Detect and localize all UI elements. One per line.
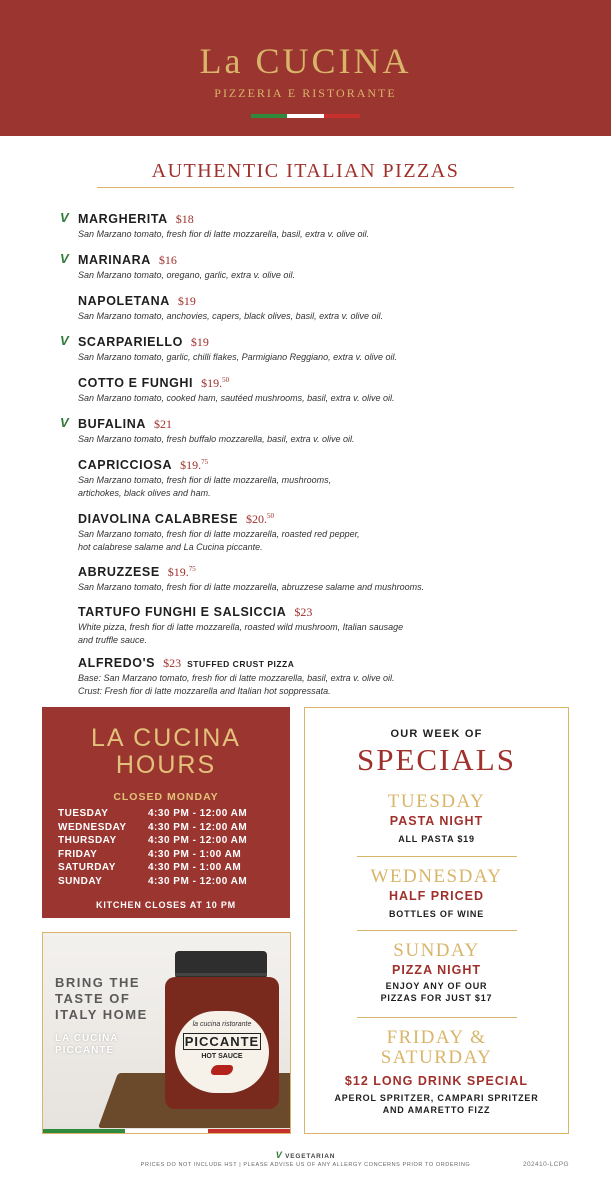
vegetarian-icon: V bbox=[60, 251, 69, 266]
pizza-price bbox=[154, 417, 172, 431]
price-cents: 75 bbox=[201, 458, 209, 466]
hours-day: WEDNESDAY bbox=[58, 821, 127, 833]
vegetarian-legend-label: VEGETARIAN bbox=[285, 1153, 336, 1160]
pizza-price bbox=[178, 294, 196, 308]
pizza-name: TARTUFO FUNGHI E SALSICCIA bbox=[78, 605, 287, 619]
special-description: APEROL SPRITZER, CAMPARI SPRITZER bbox=[334, 1093, 539, 1103]
vegetarian-icon: V bbox=[60, 210, 69, 225]
special-description: ENJOY ANY OF OUR bbox=[385, 981, 488, 991]
special-item bbox=[305, 792, 568, 845]
pizza-name: DIAVOLINA CALABRESE bbox=[78, 512, 239, 526]
pizza-item bbox=[60, 415, 354, 446]
hours-time: 4:30 PM - 12:00 AM bbox=[148, 835, 248, 846]
pizza-price bbox=[191, 335, 209, 349]
pizza-item bbox=[60, 333, 397, 364]
special-divider bbox=[357, 930, 517, 931]
closed-day-notice: CLOSED MONDAY bbox=[113, 791, 219, 803]
price-cents: 50 bbox=[267, 512, 275, 520]
price-main: $20. bbox=[246, 512, 268, 526]
pizza-name: COTTO E FUNGHI bbox=[78, 376, 194, 390]
italian-flag-stripe bbox=[43, 1129, 290, 1133]
special-name: $12 LONG DRINK SPECIAL bbox=[344, 1074, 529, 1088]
pizza-description: San Marzano tomato, anchovies, capers, black olives, basil, extra v. olive oil. bbox=[78, 311, 383, 321]
footer-print-code: 202410-LCPG bbox=[523, 1161, 569, 1168]
vegetarian-icon: V bbox=[60, 415, 69, 430]
jar-lid-rim bbox=[175, 973, 267, 976]
pizza-description: San Marzano tomato, fresh fior di latte mozzarella, abruzzese salame and mushrooms. bbox=[78, 582, 425, 592]
price-main: $19. bbox=[201, 376, 223, 390]
kitchen-close-notice: KITCHEN CLOSES AT 10 PM bbox=[96, 900, 236, 910]
hours-time: 4:30 PM - 12:00 AM bbox=[148, 821, 248, 833]
vegetarian-icon: V bbox=[60, 333, 69, 348]
pizza-price bbox=[246, 512, 274, 526]
hours-day: FRIDAY bbox=[58, 848, 98, 860]
pizza-name: SCARPARIELLO bbox=[78, 335, 183, 349]
pizza-name: MARGHERITA bbox=[78, 212, 168, 226]
pizza-item bbox=[60, 563, 424, 594]
price-main: $19 bbox=[190, 335, 209, 349]
hours-title-line1: LA CUCINA bbox=[91, 724, 241, 752]
jar-label-brand: la cucina ristorante bbox=[192, 1021, 252, 1028]
footer-disclaimer: PRICES DO NOT INCLUDE HST | PLEASE ADVISE US OF ANY ALLERGY CONCERNS PRIOR TO ORDERING bbox=[140, 1162, 471, 1168]
price-cents: 50 bbox=[222, 376, 230, 384]
pizza-description-cont: hot calabrese salame and La Cucina piccante. bbox=[78, 541, 263, 552]
special-day: TUESDAY bbox=[387, 791, 486, 812]
price-main: $18 bbox=[175, 212, 194, 226]
pizza-price bbox=[176, 212, 194, 226]
hours-time: 4:30 PM - 1:00 AM bbox=[148, 848, 242, 860]
special-day-cont: SATURDAY bbox=[380, 1047, 493, 1068]
flag-white bbox=[287, 114, 323, 118]
chili-pepper-icon bbox=[211, 1065, 233, 1075]
hours-row bbox=[58, 849, 278, 863]
pizza-description: San Marzano tomato, fresh fior di latte mozzarella, basil, extra v. olive oil. bbox=[78, 229, 369, 239]
jar-label-title: PICCANTE bbox=[184, 1034, 260, 1049]
special-item bbox=[305, 941, 568, 1004]
special-description-cont: AND AMARETTO FIZZ bbox=[382, 1105, 491, 1115]
hours-time: 4:30 PM - 12:00 AM bbox=[148, 808, 248, 819]
pizza-description-cont: artichokes, black olives and ham. bbox=[78, 487, 211, 498]
pizza-price bbox=[168, 565, 196, 579]
special-item bbox=[305, 867, 568, 920]
special-day: FRIDAY & bbox=[386, 1027, 487, 1048]
hours-day: SUNDAY bbox=[58, 875, 103, 887]
pizza-description: San Marzano tomato, fresh fior di latte mozzarella, roasted red pepper, bbox=[78, 529, 360, 539]
jar-label bbox=[175, 1011, 269, 1093]
piccante-promo-image bbox=[42, 932, 291, 1134]
promo-headline: BRING THE TASTE OF ITALY HOME bbox=[55, 975, 148, 1022]
flag-green bbox=[43, 1129, 125, 1133]
special-name: PASTA NIGHT bbox=[389, 814, 484, 828]
brand-subtitle: PIZZERIA E RISTORANTE bbox=[214, 86, 397, 100]
flag-red bbox=[208, 1129, 290, 1133]
pizza-price bbox=[201, 376, 229, 390]
special-divider bbox=[357, 1017, 517, 1018]
hours-row bbox=[58, 862, 278, 876]
section-title: AUTHENTIC ITALIAN PIZZAS bbox=[151, 160, 460, 182]
pizza-item bbox=[60, 292, 383, 323]
pizza-price bbox=[180, 458, 208, 472]
brand-la: La bbox=[199, 41, 244, 81]
hours-day: TUESDAY bbox=[58, 808, 109, 819]
hours-row bbox=[58, 808, 278, 822]
pizza-price bbox=[159, 253, 177, 267]
promo-product-name: LA CUCINA PICCANTE bbox=[55, 1033, 119, 1056]
pizza-description: San Marzano tomato, oregano, garlic, extra v. olive oil. bbox=[78, 270, 295, 280]
pizza-item bbox=[60, 510, 360, 553]
brand-cucina: CUCINA bbox=[255, 41, 412, 81]
special-name: HALF PRICED bbox=[388, 889, 485, 903]
price-main: $19. bbox=[167, 565, 189, 579]
hours-row bbox=[58, 822, 278, 836]
hours-day: THURSDAY bbox=[58, 835, 117, 846]
hours-table bbox=[58, 808, 278, 889]
hours-title-line2: HOURS bbox=[115, 751, 217, 779]
pizza-description: White pizza, fresh fior di latte mozzarella, roasted wild mushroom, Italian sausage bbox=[78, 622, 404, 632]
pizza-name: ABRUZZESE bbox=[78, 565, 160, 579]
pizza-item bbox=[60, 456, 331, 499]
hours-day: SATURDAY bbox=[58, 862, 116, 873]
price-main: $23 bbox=[294, 605, 313, 619]
price-main: $19 bbox=[177, 294, 196, 308]
price-cents: 75 bbox=[188, 565, 196, 573]
title-divider bbox=[97, 187, 514, 188]
specials-kicker: OUR WEEK OF bbox=[390, 728, 483, 740]
hours-panel bbox=[42, 707, 290, 918]
special-day: WEDNESDAY bbox=[370, 866, 503, 887]
special-divider bbox=[357, 856, 517, 857]
pizza-name: NAPOLETANA bbox=[78, 294, 170, 308]
special-item bbox=[305, 1028, 568, 1116]
flag-red bbox=[324, 114, 360, 118]
pizza-description: Base: San Marzano tomato, fresh fior di latte mozzarella, basil, extra v. olive oil. bbox=[78, 673, 395, 683]
specials-panel bbox=[304, 707, 569, 1134]
pizza-description: San Marzano tomato, fresh fior di latte mozzarella, mushrooms, bbox=[78, 475, 332, 485]
vegetarian-icon: V bbox=[275, 1150, 283, 1160]
special-description: ALL PASTA $19 bbox=[398, 834, 475, 844]
pizza-name: MARINARA bbox=[78, 253, 151, 267]
pizza-description: San Marzano tomato, garlic, chilli flakes, Parmigiano Reggiano, extra v. olive oil. bbox=[78, 352, 397, 362]
pizza-name: ALFREDO'S bbox=[78, 656, 156, 670]
hours-time: 4:30 PM - 1:00 AM bbox=[148, 862, 242, 873]
price-main: $19. bbox=[180, 458, 202, 472]
pizza-description: San Marzano tomato, fresh buffalo mozzarella, basil, extra v. olive oil. bbox=[78, 434, 355, 444]
pizza-description: San Marzano tomato, cooked ham, sautéed mushrooms, basil, extra v. olive oil. bbox=[78, 393, 395, 403]
pizza-description-cont: and truffle sauce. bbox=[78, 634, 148, 645]
price-main: $23 bbox=[163, 656, 182, 670]
flag-green bbox=[251, 114, 287, 118]
italian-flag-stripe bbox=[251, 114, 360, 118]
price-main: $21 bbox=[154, 417, 172, 431]
special-description: BOTTLES OF WINE bbox=[389, 909, 484, 919]
special-description-cont: PIZZAS FOR JUST $17 bbox=[380, 993, 493, 1003]
flag-white bbox=[125, 1129, 207, 1133]
pizza-name: CAPRICCIOSA bbox=[78, 458, 173, 472]
special-name: PIZZA NIGHT bbox=[391, 963, 481, 977]
pizza-name: BUFALINA bbox=[78, 417, 146, 431]
brand-logo bbox=[0, 40, 611, 82]
pizza-description-cont: Crust: Fresh fior di latte mozzarella and Italian hot soppressata. bbox=[78, 685, 331, 696]
pizza-tag: STUFFED CRUST PIZZA bbox=[187, 659, 295, 669]
special-day: SUNDAY bbox=[393, 940, 480, 961]
vegetarian-legend bbox=[0, 1150, 611, 1160]
pizza-item bbox=[60, 251, 295, 282]
sauce-jar-icon bbox=[163, 951, 281, 1111]
header-banner bbox=[0, 0, 611, 136]
price-main: $16 bbox=[158, 253, 177, 267]
pizza-price bbox=[163, 656, 181, 670]
hours-row bbox=[58, 876, 278, 890]
pizza-price bbox=[294, 605, 312, 619]
jar-label-subtitle: HOT SAUCE bbox=[201, 1053, 243, 1060]
pizza-item bbox=[60, 603, 403, 646]
pizza-item bbox=[60, 210, 369, 241]
hours-row bbox=[58, 835, 278, 849]
pizza-item bbox=[60, 654, 394, 697]
specials-title: SPECIALS bbox=[357, 742, 516, 777]
pizza-item bbox=[60, 374, 395, 405]
hours-time: 4:30 PM - 12:00 AM bbox=[148, 875, 248, 887]
hours-title bbox=[42, 725, 290, 779]
